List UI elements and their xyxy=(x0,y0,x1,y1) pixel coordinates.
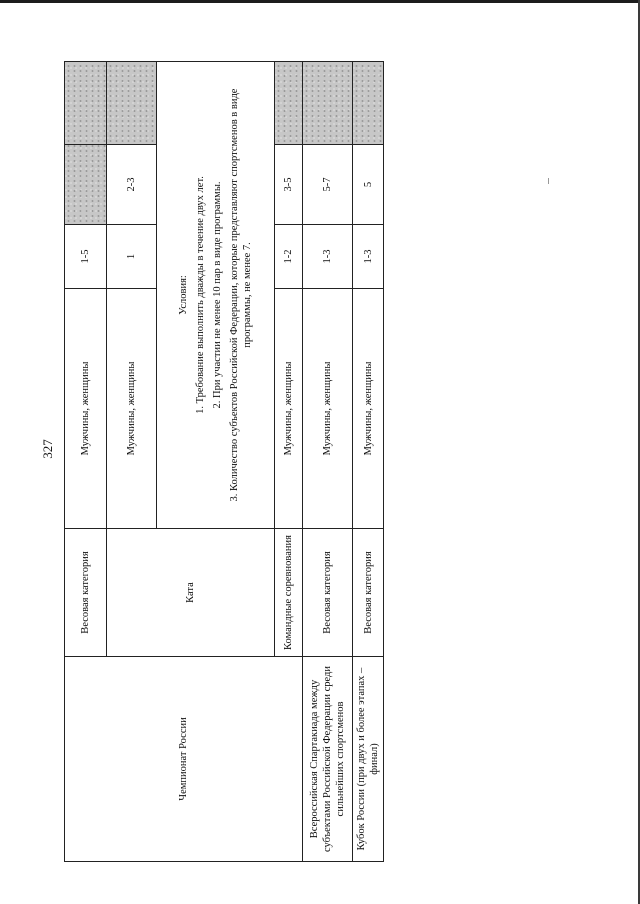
event-cell: Всероссийская Спартакиада между субъектами Российской Федерации среди сильнейших спортсменов xyxy=(303,657,353,862)
table-row xyxy=(303,62,353,862)
places-cell: 1-3 xyxy=(303,225,353,289)
places-cell: 1 xyxy=(107,225,157,289)
discipline-cell: Весовая категория xyxy=(353,529,384,657)
places-cell: 1-2 xyxy=(275,225,303,289)
discipline-cell: Весовая категория xyxy=(303,529,353,657)
conditions-title: Условия: xyxy=(177,275,189,315)
gender-cell: Мужчины, женщины xyxy=(65,289,107,529)
table-row xyxy=(353,62,384,862)
shaded-cell xyxy=(65,145,107,225)
count-cell: 2-3 xyxy=(107,145,157,225)
condition-item: 2. При участии не менее 10 пар в виде программы. xyxy=(211,181,223,409)
discipline-cell: Ката xyxy=(107,529,275,657)
table-row xyxy=(65,62,107,862)
discipline-cell: Весовая категория xyxy=(65,529,107,657)
gender-cell: Мужчины, женщины xyxy=(353,289,384,529)
scan-speck xyxy=(548,178,549,184)
shaded-cell xyxy=(107,62,157,145)
conditions-cell xyxy=(157,62,275,529)
gender-cell: Мужчины, женщины xyxy=(303,289,353,529)
shaded-cell xyxy=(303,62,353,145)
gender-cell: Мужчины, женщины xyxy=(107,289,157,529)
gender-cell: Мужчины, женщины xyxy=(275,289,303,529)
count-cell: 5-7 xyxy=(303,145,353,225)
condition-item: 3. Количество субъектов Российской Федерации, которые представляют спортсменов в виде программы, не менее 7. xyxy=(229,88,254,502)
count-cell: 3-5 xyxy=(275,145,303,225)
page-number: 327 xyxy=(40,439,55,459)
event-cell: Чемпионат России xyxy=(65,657,303,862)
shaded-cell xyxy=(275,62,303,145)
classification-table xyxy=(64,61,384,862)
count-cell: 5 xyxy=(353,145,384,225)
places-cell: 1-3 xyxy=(353,225,384,289)
shaded-cell xyxy=(65,62,107,145)
condition-item: 1. Требование выполнить дважды в течение двух лет. xyxy=(194,176,206,414)
shaded-cell xyxy=(353,62,384,145)
places-cell: 1-5 xyxy=(65,225,107,289)
discipline-cell: Командные соревнования xyxy=(275,529,303,657)
event-cell: Кубок России (при двух и более этапах – финал) xyxy=(353,657,384,862)
